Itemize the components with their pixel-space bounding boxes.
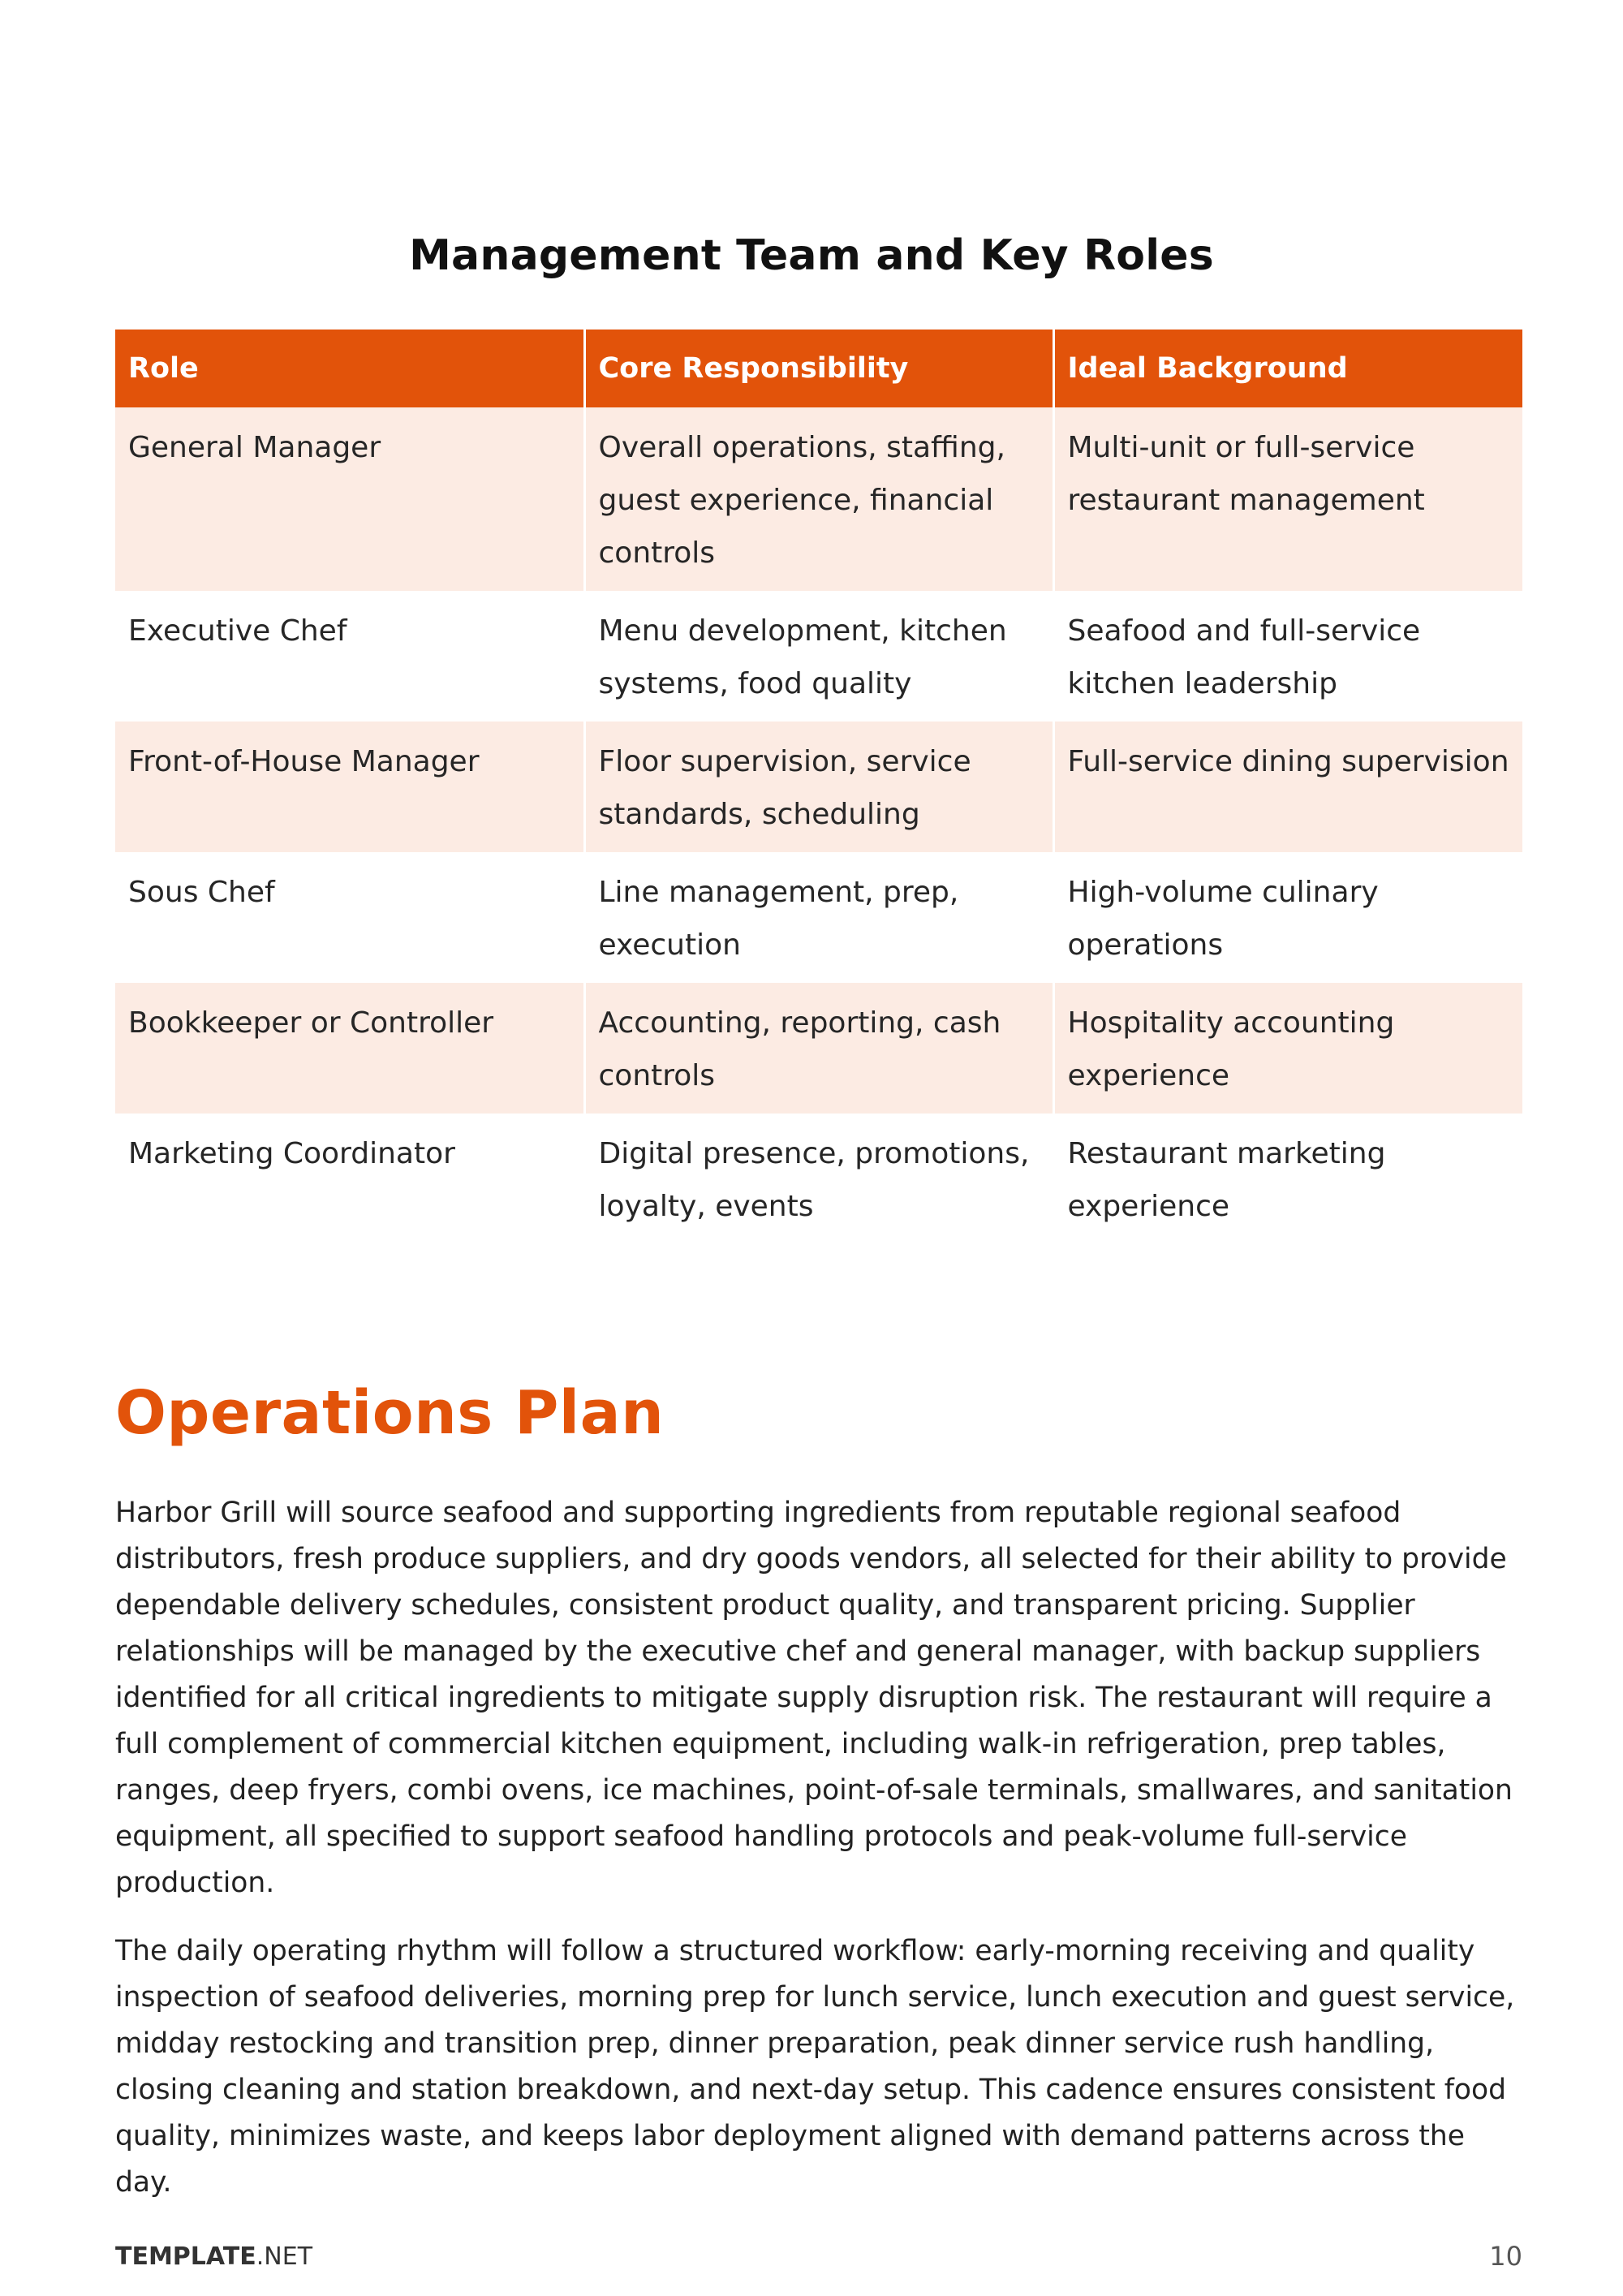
page-number: 10	[1489, 2241, 1522, 2272]
responsibility-cell: Accounting, reporting, cash controls	[584, 983, 1053, 1114]
section-heading-operations-plan: Operations Plan	[115, 1378, 665, 1448]
role-cell: Front-of-House Manager	[115, 722, 584, 852]
column-header-role: Role	[115, 330, 584, 407]
column-header-ideal-background: Ideal Background	[1053, 330, 1522, 407]
role-cell: Sous Chef	[115, 852, 584, 983]
table-row	[115, 407, 1522, 591]
footer-brand-rest: .NET	[256, 2242, 313, 2271]
responsibility-cell: Overall operations, staffing, guest experience, financial controls	[584, 407, 1053, 591]
table-row	[115, 983, 1522, 1114]
role-cell: Bookkeeper or Controller	[115, 983, 584, 1114]
operations-paragraph-1: Harbor Grill will source seafood and supporting ingredients from reputable regional seafood distributors, fresh produce suppliers, and dry goods vendors, all selected for their ability to provide dependable delivery schedules, consistent product quality, and transparent pricing. Supplier relationships will be managed by the executive chef and general manager, with backup suppliers identified for all critical ingredients to mitigate supply disruption risk. The restaurant will require a full complement of commercial kitchen equipment, including walk-in refrigeration, prep tables, ranges, deep fryers, combi ovens, ice machines, point-of-sale terminals, smallwares, and sanitation equipment, all specified to support seafood handling protocols and peak-volume full-service production.	[115, 1497, 1513, 1899]
footer-brand-logo	[115, 2242, 312, 2271]
background-cell: Seafood and full-service kitchen leadership	[1053, 591, 1522, 722]
column-header-core-responsibility: Core Responsibility	[584, 330, 1053, 407]
background-cell: Restaurant marketing experience	[1053, 1114, 1522, 1244]
role-cell: General Manager	[115, 407, 584, 591]
responsibility-cell: Menu development, kitchen systems, food quality	[584, 591, 1053, 722]
role-cell: Executive Chef	[115, 591, 584, 722]
footer-brand-bold: TEMPLATE	[115, 2242, 256, 2271]
responsibility-cell: Line management, prep, execution	[584, 852, 1053, 983]
management-title: Management Team and Key Roles	[409, 231, 1214, 280]
table-row	[115, 591, 1522, 722]
table-header-row	[115, 330, 1522, 407]
operations-paragraph-2: The daily operating rhythm will follow a structured workflow: early-morning receiving and quality inspection of seafood deliveries, morning prep for lunch service, lunch execution and guest service, midday restocking and transition prep, dinner preparation, peak dinner service rush handling, closing cleaning and station breakdown, and next-day setup. This cadence ensures consistent food quality, minimizes waste, and keeps labor deployment aligned with demand patterns across the day.	[115, 1935, 1515, 2199]
roles-table	[115, 330, 1522, 1244]
responsibility-cell: Floor supervision, service standards, scheduling	[584, 722, 1053, 852]
role-cell: Marketing Coordinator	[115, 1114, 584, 1244]
background-cell: High-volume culinary operations	[1053, 852, 1522, 983]
background-cell: Hospitality accounting experience	[1053, 983, 1522, 1114]
table-row	[115, 722, 1522, 852]
responsibility-cell: Digital presence, promotions, loyalty, events	[584, 1114, 1053, 1244]
table-row	[115, 852, 1522, 983]
background-cell: Full-service dining supervision	[1053, 722, 1522, 852]
background-cell: Multi-unit or full-service restaurant management	[1053, 407, 1522, 591]
table-row	[115, 1114, 1522, 1244]
